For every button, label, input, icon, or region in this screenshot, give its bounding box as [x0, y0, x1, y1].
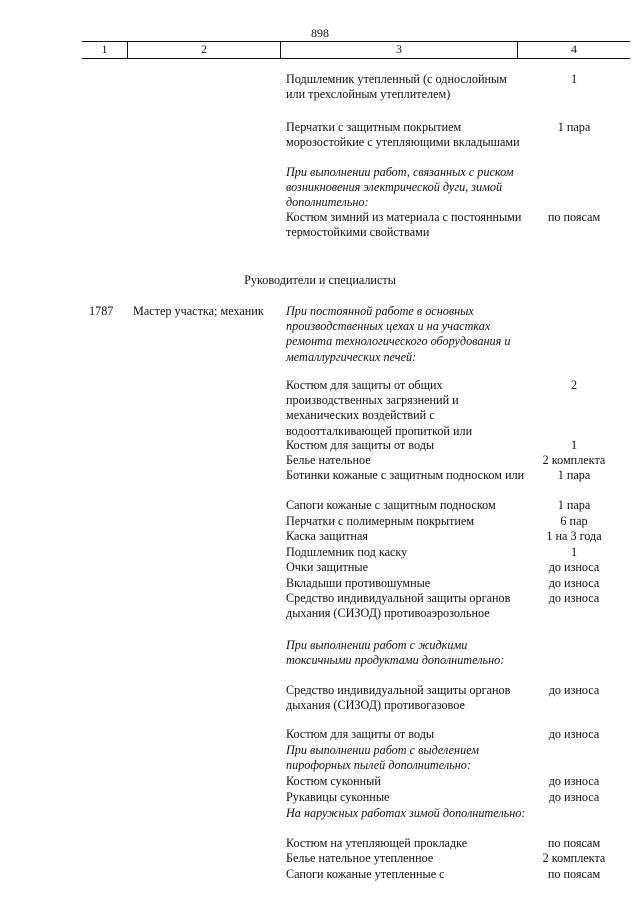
- section-title: Руководители и специалисты: [244, 273, 396, 287]
- item-condition: При постоянной работе в основных производственных цехах и на участках ремонта технологического оборудования и металлургических печей:: [286, 304, 511, 364]
- item-text: Костюм для защиты от воды: [286, 727, 435, 741]
- item-quantity: 1: [570, 72, 578, 86]
- item-text: Каска защитная: [286, 529, 368, 543]
- item-quantity: до износа: [548, 727, 600, 741]
- item-quantity: по поясам: [547, 867, 601, 881]
- item-text: Костюм на утепляющей прокладке: [286, 836, 468, 850]
- item-text: Костюм суконный: [286, 774, 381, 788]
- item-quantity: 2: [570, 378, 578, 392]
- item-condition: При выполнении работ с жидкими токсичными продуктами дополнительно:: [286, 638, 505, 668]
- item-quantity: 1 пара: [557, 120, 591, 134]
- item-text: Белье нательное: [286, 453, 371, 467]
- item-quantity: 1 на 3 года: [546, 529, 602, 543]
- item-quantity: до износа: [548, 790, 600, 804]
- item-quantity: 1: [570, 438, 578, 452]
- item-condition: При выполнении работ, связанных с риском возникновения электрической дуги, зимой дополнительно:: [286, 165, 514, 210]
- item-quantity: 6 пар: [560, 514, 588, 528]
- item-text: Сапоги кожаные утепленные с: [286, 867, 445, 881]
- item-text: Подшлемник утепленный (с однослойным или трехслойным утеплителем): [286, 72, 507, 102]
- page-number: 898: [311, 26, 329, 40]
- item-text: Костюм для защиты от общих производственных загрязнений и механических воздействий с водоотталкивающей пропиткой или: [286, 378, 473, 438]
- item-text: Средство индивидуальной защиты органов дыхания (СИЗОД) противоаэрозольное: [286, 591, 511, 621]
- item-quantity: 1 пара: [557, 468, 591, 482]
- item-quantity: до износа: [548, 560, 600, 574]
- column-header-2: 2: [128, 42, 281, 58]
- item-text: Очки защитные: [286, 560, 368, 574]
- item-quantity: 1 пара: [557, 498, 591, 512]
- item-text: Белье нательное утепленное: [286, 851, 434, 865]
- item-condition: При выполнении работ с выделением пирофорных пылей дополнительно:: [286, 743, 480, 773]
- entry-number: 1787: [89, 304, 114, 318]
- column-header-3: 3: [281, 42, 518, 58]
- item-text: Перчатки с защитным покрытием морозостойкие с утепляющими вкладышами: [286, 120, 520, 150]
- item-condition: На наружных работах зимой дополнительно:: [286, 806, 526, 820]
- item-text: Костюм зимний из материала с постоянными термостойкими свойствами: [286, 210, 522, 240]
- column-header-4: 4: [571, 42, 577, 56]
- item-text: Сапоги кожаные с защитным подноском: [286, 498, 496, 512]
- item-quantity: до износа: [548, 576, 600, 590]
- item-text: Костюм для защиты от воды: [286, 438, 435, 452]
- item-quantity: 2 комплекта: [542, 453, 606, 467]
- item-quantity: по поясам: [547, 210, 601, 224]
- item-text: Рукавицы суконные: [286, 790, 390, 804]
- column-header-row: [82, 41, 630, 59]
- item-quantity: до износа: [548, 683, 600, 697]
- item-quantity: до износа: [548, 774, 600, 788]
- item-text: Вкладыши противошумные: [286, 576, 431, 590]
- profession-name: Мастер участка; механик: [133, 304, 264, 318]
- column-header-1: 1: [82, 42, 128, 58]
- item-text: Ботинки кожаные с защитным подноском или: [286, 468, 525, 482]
- item-quantity: до износа: [548, 591, 600, 605]
- item-text: Подшлемник под каску: [286, 545, 408, 559]
- item-quantity: 2 комплекта: [542, 851, 606, 865]
- item-quantity: 1: [570, 545, 578, 559]
- item-text: Перчатки с полимерным покрытием: [286, 514, 475, 528]
- item-quantity: по поясам: [547, 836, 601, 850]
- item-text: Средство индивидуальной защиты органов дыхания (СИЗОД) противогазовое: [286, 683, 511, 713]
